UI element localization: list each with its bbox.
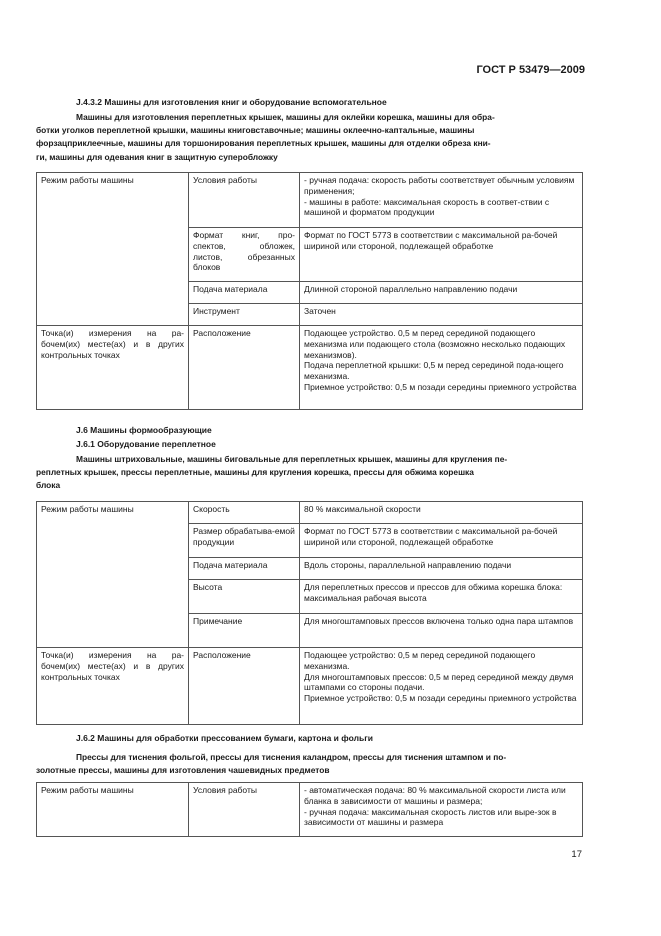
point-label: Точка(и) измерения на ра-бочем(их) месте(ах) и в других контрольных точках — [37, 326, 189, 410]
param-cell: Условия работы — [189, 783, 300, 837]
param-cell: Подача материала — [189, 282, 300, 304]
paragraph-line: блока — [36, 480, 61, 491]
value-line: - ручная подача: максимальная скорость листов или выре-зок в зависимости от машины и размера — [304, 806, 557, 828]
value-line: Подача переплетной крышки: 0,5 м перед серединой пода-ющего механизма. — [304, 360, 564, 382]
mode-label: Режим работы машины — [37, 783, 189, 837]
value-cell: Вдоль стороны, параллельной направлению подачи — [300, 558, 583, 580]
param-cell: Скорость — [189, 502, 300, 524]
value-cell — [300, 783, 583, 837]
value-line: - машины в работе: максимальная скорость в соответ-ствии с машиной и форматом продукции — [304, 196, 550, 218]
param-cell: Размер обрабатыва-емой продукции — [189, 524, 300, 558]
paragraph-line: ги, машины для одевания книг в защитную суперобложку — [36, 151, 278, 162]
spec-table — [36, 782, 583, 837]
paragraph-line: Машины штриховальные, машины биговальные для переплетных крышек, машины для кругления пе- — [76, 454, 508, 464]
value-cell: Для многоштамповых прессов включена только одна пара штампов — [300, 614, 583, 648]
value-cell: Заточен — [300, 304, 583, 326]
paragraph-line: реплетных крышек, прессы переплетные, машины для кругления корешка, прессы для обжима корешка — [36, 467, 474, 478]
spec-table — [36, 172, 583, 410]
section-heading: J.4.3.2 Машины для изготовления книг и оборудование вспомогательное — [76, 97, 387, 107]
value-line: Подающее устройство. 0,5 м перед серединой подающего механизма или подающего стола (возможно несколько подающих механизмов). — [304, 328, 566, 360]
mode-label: Режим работы машины — [37, 173, 189, 326]
value-line: - ручная подача: скорость работы соответствует обычным условиям применения; — [304, 175, 575, 196]
value-cell: Для переплетных прессов и прессов для обжима корешка блока: максимальная рабочая высота — [300, 580, 583, 614]
param-cell: Расположение — [189, 648, 300, 725]
document-code: ГОСТ Р 53479—2009 — [476, 64, 585, 76]
value-cell — [300, 648, 583, 725]
param-cell: Инструмент — [189, 304, 300, 326]
value-cell — [300, 173, 583, 228]
param-cell: Примечание — [189, 614, 300, 648]
paragraph-line: Прессы для тиснения фольгой, прессы для тиснения каландром, прессы для тиснения штампом и по- — [76, 752, 507, 762]
paragraph-line: золотные прессы, машины для изготовления чашевидных предметов — [36, 765, 330, 776]
section-paragraph — [36, 751, 582, 777]
value-line: Приемное устройство: 0,5 м позади середины приемного устройства — [304, 381, 577, 392]
param-cell: Подача материала — [189, 558, 300, 580]
page-number: 17 — [571, 849, 582, 860]
value-line: Подающее устройство: 0,5 м перед серединой подающего механизма. — [304, 650, 536, 671]
paragraph-line: Машины для изготовления переплетных крышек, машины для оклейки корешка, машины для обра- — [76, 112, 495, 122]
point-label: Точка(и) измерения на ра-бочем(их) месте(ах) и в других контрольных точках — [37, 648, 189, 725]
paragraph-line: ботки уголков переплетной крышки, машины книговставочные; машины оклеечно-каптальные, машины — [36, 125, 475, 136]
value-cell: Формат по ГОСТ 5773 в соответствии с максимальной ра-бочей шириной или стороной, подлежащей обработке — [300, 524, 583, 558]
value-cell: Формат по ГОСТ 5773 в соответствии с максимальной ра-бочей шириной или стороной, подлежащей обработке — [300, 228, 583, 282]
param-cell: Формат книг, про-спектов, обложек, листов, обрезанных блоков — [189, 228, 300, 282]
param-cell: Расположение — [189, 326, 300, 410]
section-paragraph — [36, 111, 582, 164]
paragraph-line: форзацприклеечные, машины для торшонирования переплетных крышек, машины для отделки обреза кни- — [36, 138, 491, 149]
value-cell: 80 % максимальной скорости — [300, 502, 583, 524]
mode-label: Режим работы машины — [37, 502, 189, 648]
param-cell: Высота — [189, 580, 300, 614]
section-paragraph — [36, 453, 582, 493]
section-heading: J.6 Машины формообразующие — [76, 425, 212, 435]
spec-table — [36, 501, 583, 725]
section-heading: J.6.2 Машины для обработки прессованием бумаги, картона и фольги — [76, 733, 373, 743]
param-cell: Условия работы — [189, 173, 300, 228]
value-line: Приемное устройство: 0,5 м позади середины приемного устройства — [304, 693, 577, 704]
value-cell — [300, 326, 583, 410]
value-cell: Длинной стороной параллельно направлению подачи — [300, 282, 583, 304]
value-line: - автоматическая подача: 80 % максимальной скорости листа или бланка в зависимости от машины и размера; — [304, 785, 566, 806]
value-line: Для многоштамповых прессов: 0,5 м перед серединой между двумя штампами со стороны подачи. — [304, 671, 574, 693]
subsection-heading: J.6.1 Оборудование переплетное — [76, 439, 216, 449]
